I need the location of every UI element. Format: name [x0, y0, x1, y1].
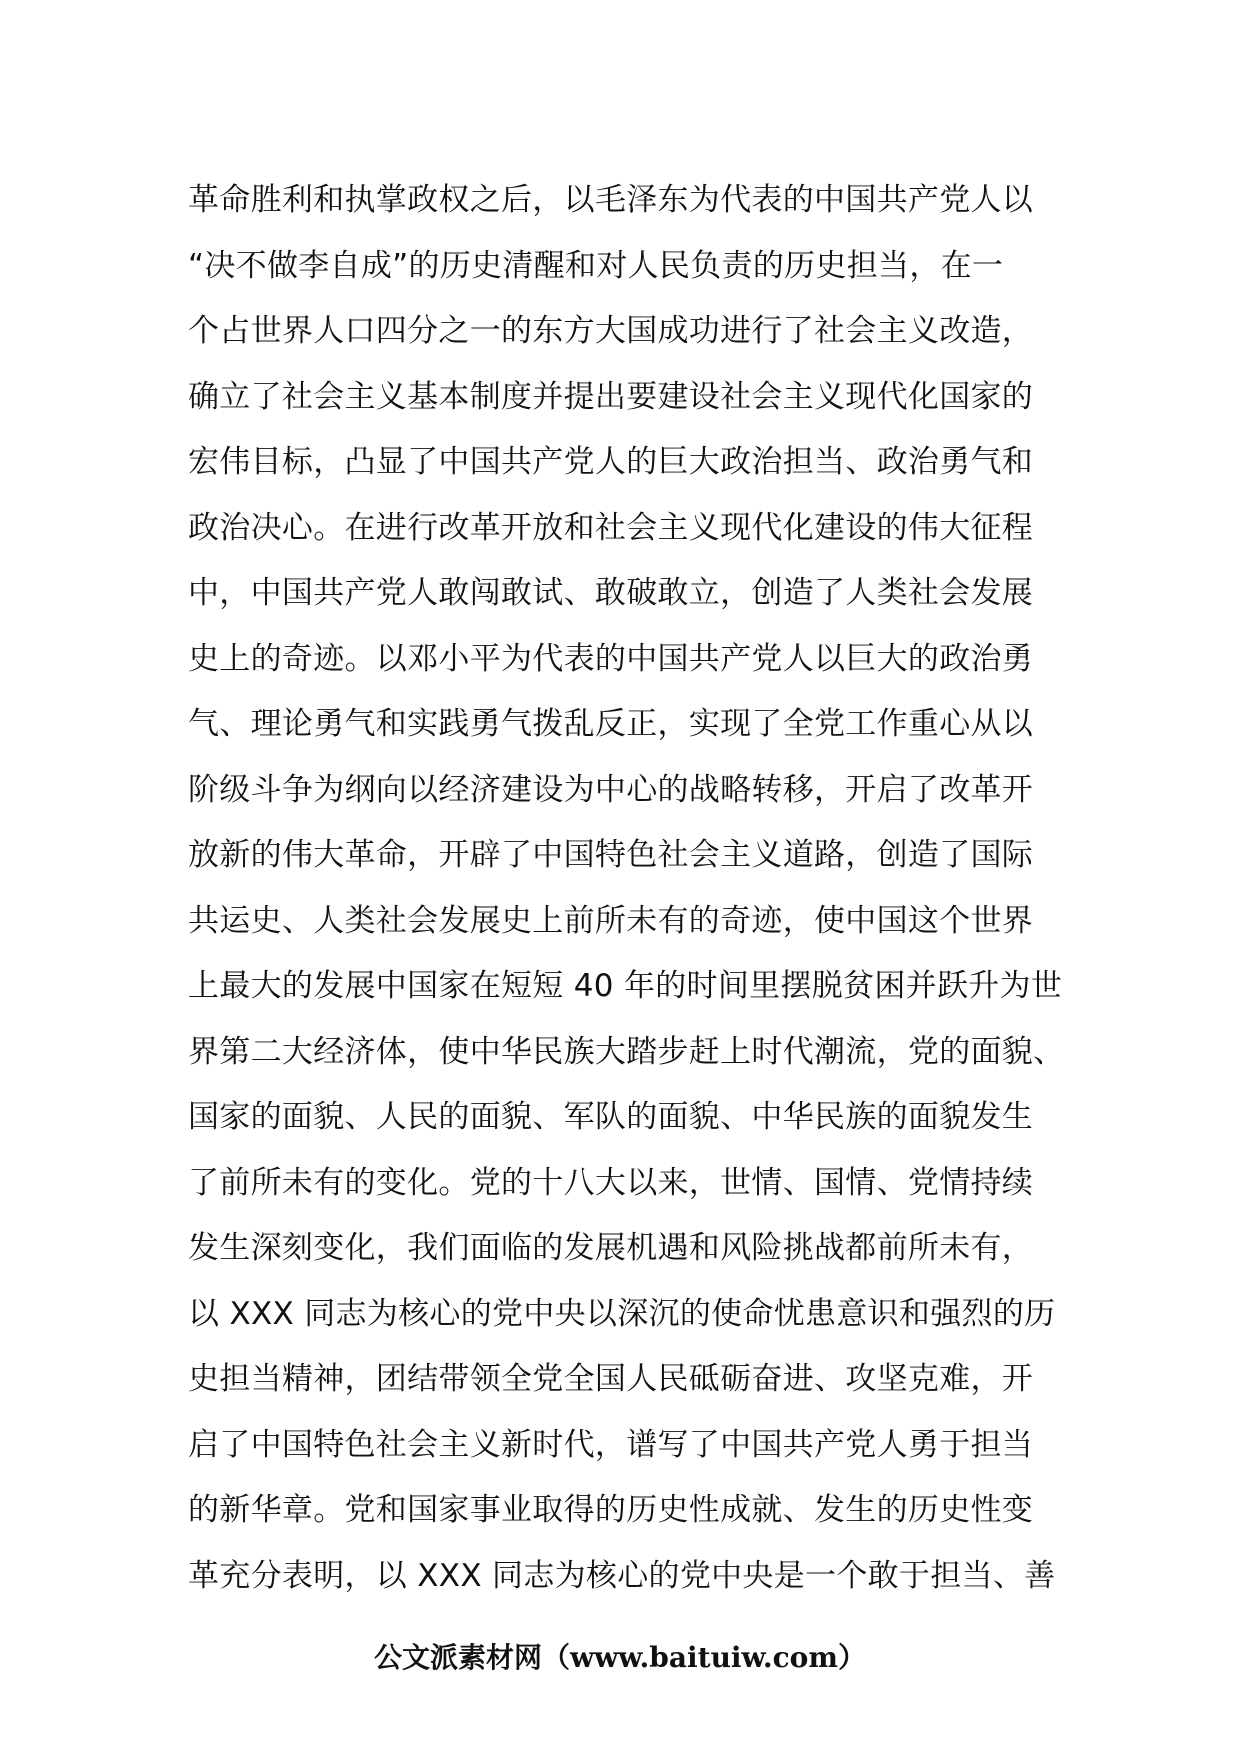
text-line: 确立了社会主义基本制度并提出要建设社会主义现代化国家的	[188, 378, 1034, 415]
text-line: 史上的奇迹。以邓小平为代表的中国共产党人以巨大的政治勇	[188, 640, 1034, 677]
text-line: 界第二大经济体，使中华民族大踏步赶上时代潮流，党的面貌、	[188, 1033, 1065, 1070]
text-line: 以 XXX 同志为核心的党中央以深沉的使命忧患意识和强烈的历	[188, 1295, 1056, 1332]
text-line: 中，中国共产党人敢闯敢试、敢破敢立，创造了人类社会发展	[188, 575, 1034, 611]
text-line: 宏伟目标，凸显了中国共产党人的巨大政治担当、政治勇气和	[188, 444, 1034, 480]
text-line: 阶级斗争为纲向以经济建设为中心的战略转移，开启了改革开	[188, 771, 1034, 808]
text-line: “决不做李自成”的历史清醒和对人民负责的历史担当，在一	[188, 247, 1004, 284]
text-line: 的新华章。党和国家事业取得的历史性成就、发生的历史性变	[188, 1492, 1034, 1528]
text-line: 共运史、人类社会发展史上前所未有的奇迹，使中国这个世界	[188, 902, 1034, 939]
text-line: 史担当精神，团结带领全党全国人民砥砺奋进、攻坚克难，开	[188, 1361, 1034, 1397]
text-line: 气、理论勇气和实践勇气拨乱反正，实现了全党工作重心从以	[188, 706, 1034, 742]
text-line: 个占世界人口四分之一的东方大国成功进行了社会主义改造，	[188, 313, 1034, 349]
text-line: 政治决心。在进行改革开放和社会主义现代化建设的伟大征程	[188, 509, 1034, 546]
text-line: 国家的面貌、人民的面貌、军队的面貌、中华民族的面貌发生	[188, 1099, 1034, 1135]
text-line: 启了中国特色社会主义新时代，谱写了中国共产党人勇于担当	[188, 1426, 1034, 1463]
text-line: 上最大的发展中国家在短短 40 年的时间里摆脱贫困并跃升为世	[188, 968, 1063, 1004]
footer-watermark: 公文派素材网（www.baituiw.com）	[374, 1641, 866, 1674]
text-line: 了前所未有的变化。党的十八大以来，世情、国情、党情持续	[188, 1164, 1034, 1201]
text-line: 放新的伟大革命，开辟了中国特色社会主义道路，创造了国际	[188, 837, 1034, 873]
text-line: 发生深刻变化，我们面临的发展机遇和风险挑战都前所未有，	[188, 1230, 1034, 1266]
document-body	[188, 168, 1068, 1609]
text-line: 革命胜利和执掌政权之后，以毛泽东为代表的中国共产党人以	[188, 182, 1034, 218]
text-line: 革充分表明，以 XXX 同志为核心的党中央是一个敢于担当、善	[188, 1557, 1056, 1594]
